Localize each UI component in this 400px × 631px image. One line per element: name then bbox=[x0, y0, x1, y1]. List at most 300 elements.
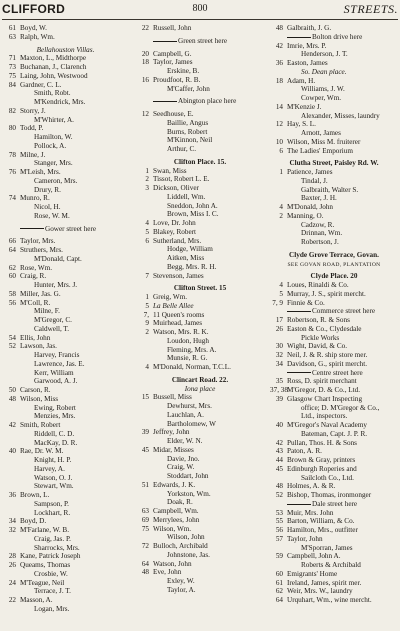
directory-line bbox=[136, 85, 264, 94]
directory-line bbox=[136, 228, 264, 237]
directory-column-2 bbox=[136, 24, 264, 629]
directory-line bbox=[136, 58, 264, 67]
directory-line bbox=[270, 430, 398, 439]
resident-name: Milne, J. bbox=[20, 150, 46, 159]
house-number: 60 bbox=[275, 569, 283, 578]
resident-name: Pollock, A. bbox=[34, 141, 67, 150]
street-heading-line bbox=[136, 158, 264, 167]
directory-line bbox=[270, 307, 398, 316]
resident-name: M'Gregor, D. & Co., Ltd. bbox=[287, 386, 361, 394]
resident-name: M'Whirter, A. bbox=[34, 115, 74, 124]
resident-name: Hodge, William bbox=[167, 245, 213, 254]
resident-name: Wilson, Wm. bbox=[153, 524, 192, 533]
directory-line bbox=[270, 386, 398, 395]
resident-name: Munsie, R. G. bbox=[167, 354, 208, 363]
directory-line bbox=[136, 210, 264, 219]
cross-street-name: Abington place here bbox=[178, 97, 237, 106]
resident-name: Easton & Co., Clydesdale bbox=[287, 324, 362, 333]
house-number: 73 bbox=[8, 63, 16, 71]
directory-line bbox=[136, 481, 264, 490]
directory-line bbox=[3, 54, 128, 63]
directory-line bbox=[270, 439, 398, 448]
dash-rule bbox=[153, 101, 177, 102]
resident-name: Watson, Mrs. R. K. bbox=[153, 328, 209, 336]
resident-name: Holmes, A. & R. bbox=[287, 482, 336, 491]
house-number: 64 bbox=[141, 559, 149, 568]
directory-line bbox=[270, 570, 398, 579]
resident-name: Loues, Rinaldi & Co. bbox=[287, 281, 349, 289]
house-number: 7, 9 bbox=[272, 298, 283, 307]
house-number: 56 bbox=[8, 298, 16, 307]
resident-name: Exley, W. bbox=[167, 577, 195, 585]
resident-name: Robertson, R. & Sons bbox=[287, 316, 350, 324]
house-number: 61 bbox=[275, 578, 283, 587]
directory-line bbox=[3, 369, 128, 378]
directory-line bbox=[3, 225, 128, 234]
resident-name: Wight, David, & Co. bbox=[287, 342, 348, 351]
resident-name: Lawson, Jas. bbox=[20, 342, 57, 351]
house-number: 9 bbox=[145, 319, 149, 328]
house-number: 2 bbox=[145, 328, 149, 336]
house-number: 32 bbox=[8, 526, 16, 534]
resident-name: M'Teague, Neil bbox=[20, 578, 65, 587]
directory-line bbox=[270, 147, 398, 156]
resident-name: Terrace, J. T. bbox=[34, 587, 71, 596]
directory-line bbox=[3, 552, 128, 561]
street-heading-line bbox=[270, 159, 398, 168]
house-number: 42 bbox=[275, 438, 283, 447]
resident-name: Sampson, P. bbox=[34, 499, 69, 508]
resident-name: Johnstone, Jas. bbox=[167, 550, 210, 559]
resident-name: Roberts & Archibald bbox=[301, 561, 361, 569]
resident-name: Laing, John, Westwood bbox=[20, 71, 88, 80]
resident-name: M'Leish, Mrs. bbox=[20, 168, 61, 176]
directory-line bbox=[136, 202, 264, 211]
directory-line bbox=[136, 193, 264, 202]
resident-name: Doak, R. bbox=[167, 498, 193, 507]
directory-line bbox=[136, 319, 264, 328]
house-number: 56 bbox=[275, 526, 283, 534]
directory-line bbox=[136, 24, 264, 33]
directory-line bbox=[270, 491, 398, 500]
resident-name: Manning, O. bbox=[287, 211, 324, 220]
resident-name: Neil, J. & R. ship store mer. bbox=[287, 351, 368, 359]
resident-name: Campbell, G. bbox=[153, 49, 192, 58]
street-heading: Clifton Street. 15 bbox=[173, 284, 227, 293]
house-number: 74 bbox=[8, 194, 16, 203]
directory-line bbox=[3, 72, 128, 81]
house-number: 43 bbox=[275, 447, 283, 456]
directory-line bbox=[270, 299, 398, 308]
directory-line bbox=[3, 237, 128, 246]
directory-line bbox=[3, 246, 128, 255]
house-number: 7, bbox=[143, 310, 149, 319]
resident-name: Bishop, Thomas, ironmonger bbox=[287, 491, 372, 499]
resident-name: Taylor, A. bbox=[167, 585, 196, 594]
house-number: 52 bbox=[8, 342, 16, 351]
resident-name: Murray, J. S., spirit mercht. bbox=[287, 289, 366, 298]
directory-line bbox=[270, 526, 398, 535]
dash-rule bbox=[153, 41, 177, 42]
directory-line bbox=[3, 98, 128, 107]
resident-name: Smith, Robt. bbox=[34, 89, 71, 98]
resident-name: Galbraith, J. G. bbox=[287, 24, 332, 32]
house-number: 22 bbox=[8, 596, 16, 604]
resident-name: Jeffrey, John bbox=[153, 428, 190, 437]
resident-name: Rose, Wm. bbox=[20, 263, 53, 272]
cross-street-marker bbox=[20, 225, 96, 234]
directory-line bbox=[136, 136, 264, 145]
resident-name: Menzies, Mrs. bbox=[34, 412, 76, 421]
directory-line bbox=[136, 463, 264, 472]
resident-name: Queams, Thomas bbox=[20, 561, 71, 569]
directory-line bbox=[270, 500, 398, 509]
resident-name: Kerr, William bbox=[34, 368, 74, 377]
house-number: 62 bbox=[275, 587, 283, 596]
resident-name: Taylor, James bbox=[153, 58, 193, 67]
resident-name: MacKay, D. R. bbox=[34, 438, 78, 447]
house-number: 39 bbox=[141, 428, 149, 437]
directory-line bbox=[270, 50, 398, 59]
resident-name: Emigrants' Home bbox=[287, 569, 338, 578]
house-number: 40 bbox=[8, 447, 16, 456]
directory-line bbox=[270, 68, 398, 77]
house-number: 61 bbox=[8, 24, 16, 32]
directory-line bbox=[3, 342, 128, 351]
place-subheading: So. Dean place. bbox=[301, 67, 347, 76]
resident-name: Rose, W. M. bbox=[34, 211, 70, 220]
directory-line bbox=[3, 168, 128, 177]
resident-name: Riddell, C. D. bbox=[34, 429, 75, 438]
house-number: 26 bbox=[8, 561, 16, 569]
resident-name: Stanger, Mrs. bbox=[34, 159, 73, 168]
directory-line bbox=[270, 360, 398, 369]
directory-line bbox=[136, 50, 264, 59]
resident-name: Loudon, Hugh bbox=[167, 336, 209, 345]
directory-line bbox=[136, 272, 264, 281]
directory-line bbox=[136, 67, 264, 76]
resident-name: Watson, O. J. bbox=[34, 473, 73, 482]
directory-line bbox=[136, 560, 264, 569]
house-number: 72 bbox=[141, 542, 149, 550]
resident-name: Burns, Robert bbox=[167, 127, 208, 136]
resident-name: Cadzow, R. bbox=[301, 220, 335, 229]
page-number: 800 bbox=[192, 3, 208, 14]
directory-line bbox=[3, 386, 128, 395]
resident-name: Davidson, G., spirit mercht. bbox=[287, 359, 368, 368]
directory-line bbox=[3, 456, 128, 465]
resident-name: Brown, Miss I. C. bbox=[167, 210, 219, 219]
resident-name: Elder, W. N. bbox=[167, 437, 203, 445]
house-number: 44 bbox=[275, 456, 283, 464]
directory-line bbox=[136, 542, 264, 551]
house-number: 4 bbox=[145, 363, 149, 371]
house-number: 16 bbox=[141, 75, 149, 84]
dash-rule bbox=[287, 372, 311, 373]
directory-line bbox=[136, 393, 264, 402]
resident-name: Pickle Works bbox=[301, 333, 340, 342]
directory-line bbox=[136, 302, 264, 311]
resident-name: Ellis, John bbox=[20, 333, 51, 342]
directory-line bbox=[270, 517, 398, 526]
directory-line bbox=[3, 377, 128, 386]
page-header bbox=[2, 2, 398, 20]
directory-line bbox=[3, 159, 128, 168]
directory-line bbox=[3, 177, 128, 186]
street-heading-line bbox=[270, 272, 398, 281]
resident-name: Baxter, J. H. bbox=[301, 194, 337, 203]
resident-name: Easton, James bbox=[287, 59, 328, 67]
directory-line bbox=[270, 203, 398, 212]
directory-line bbox=[270, 456, 398, 465]
resident-name: Seedhouse, E. bbox=[153, 110, 194, 118]
cross-street-marker bbox=[287, 33, 362, 42]
directory-line bbox=[270, 129, 398, 138]
house-number: 12 bbox=[275, 120, 283, 129]
directory-line bbox=[270, 33, 398, 42]
resident-name: Craig, W. bbox=[167, 463, 195, 472]
resident-name: Miller, Jas. G. bbox=[20, 289, 61, 298]
street-heading-line bbox=[3, 46, 128, 55]
resident-name: Masson, A. bbox=[20, 596, 53, 604]
directory-line bbox=[136, 525, 264, 534]
house-number: 57 bbox=[275, 534, 283, 543]
dash-rule bbox=[287, 504, 311, 505]
house-number: 39 bbox=[275, 394, 283, 403]
house-number: 48 bbox=[8, 394, 16, 403]
resident-name: Stewart, Wm. bbox=[34, 482, 74, 491]
house-number: 30 bbox=[275, 342, 283, 351]
directory-line bbox=[136, 363, 264, 372]
dash-rule bbox=[287, 37, 311, 38]
house-number: 42 bbox=[8, 421, 16, 429]
resident-name: Love, Dr. John bbox=[153, 219, 196, 227]
street-heading-line bbox=[270, 251, 398, 260]
resident-name: M'Farlane, W. B. bbox=[20, 526, 70, 534]
resident-name: Brown & Gray, printers bbox=[287, 456, 356, 464]
resident-name: La Belle Allee bbox=[153, 301, 194, 310]
street-heading: Clincart Road. 22. bbox=[171, 375, 229, 384]
directory-line bbox=[3, 24, 128, 33]
resident-name: Nicol, H. bbox=[34, 203, 61, 211]
house-number: 26 bbox=[275, 324, 283, 333]
resident-name: Sharrocks, Mrs. bbox=[34, 543, 80, 552]
directory-line bbox=[270, 229, 398, 238]
directory-line bbox=[270, 177, 398, 186]
directory-line bbox=[270, 281, 398, 290]
house-number: 4 bbox=[145, 219, 149, 227]
directory-line bbox=[3, 281, 128, 290]
resident-name: Liddell, Wm. bbox=[167, 192, 206, 201]
house-number: 4 bbox=[279, 203, 283, 211]
directory-line bbox=[3, 526, 128, 535]
resident-name: Knight, H. P. bbox=[34, 456, 72, 464]
street-heading: Clyde Place. 20 bbox=[310, 272, 358, 281]
house-number: 2 bbox=[279, 211, 283, 220]
directory-line bbox=[3, 325, 128, 334]
house-number: 24 bbox=[8, 578, 16, 587]
resident-name: Finnie & Co. bbox=[287, 298, 325, 307]
resident-name: office; D. M'Gregor & Co., bbox=[301, 403, 380, 412]
directory-line bbox=[3, 194, 128, 203]
resident-name: Williams, J. W. bbox=[301, 85, 345, 94]
house-number: 59 bbox=[275, 552, 283, 561]
resident-name: Greig, Wm. bbox=[153, 293, 188, 301]
directory-line bbox=[136, 490, 264, 499]
directory-column-3 bbox=[270, 24, 398, 629]
directory-line bbox=[136, 167, 264, 176]
directory-column-1 bbox=[3, 24, 128, 629]
resident-name: Erskine, B. bbox=[167, 67, 200, 75]
directory-line bbox=[136, 175, 264, 184]
directory-line bbox=[270, 138, 398, 147]
directory-line bbox=[3, 334, 128, 343]
resident-name: Taylor, Mrs. bbox=[20, 237, 56, 246]
resident-name: Munro, R. bbox=[20, 194, 50, 203]
resident-name: Caldwell, T. bbox=[34, 324, 70, 333]
house-number: 5 bbox=[279, 289, 283, 298]
directory-line bbox=[136, 420, 264, 429]
resident-name: Campbell, John A. bbox=[287, 552, 341, 561]
directory-line bbox=[270, 587, 398, 596]
directory-line bbox=[3, 509, 128, 518]
directory-line bbox=[3, 316, 128, 325]
house-number: 55 bbox=[275, 517, 283, 526]
resident-name: Arthur, C. bbox=[167, 145, 197, 153]
directory-line bbox=[3, 272, 128, 281]
resident-name: M'Gregor, C. bbox=[34, 316, 72, 324]
resident-name: Brown, L. bbox=[20, 491, 50, 499]
directory-line bbox=[136, 245, 264, 254]
directory-line bbox=[3, 465, 128, 474]
directory-line bbox=[270, 103, 398, 112]
resident-name: Harvey, Francis bbox=[34, 351, 80, 359]
resident-name: Taylor, John bbox=[287, 534, 323, 543]
resident-name: Russell, John bbox=[153, 24, 192, 32]
resident-name: Ltd., inspectors. bbox=[301, 412, 348, 421]
street-heading: Clifton Place. 15. bbox=[173, 157, 227, 166]
resident-name: Galbraith, Walter S. bbox=[301, 185, 359, 194]
resident-name: Blakey, Robert bbox=[153, 227, 197, 236]
directory-line bbox=[136, 498, 264, 507]
house-number: 14 bbox=[275, 102, 283, 111]
resident-name: M'Gregor's Naval Academy bbox=[287, 421, 368, 429]
resident-name: Tindal, J. bbox=[301, 176, 328, 185]
directory-line bbox=[3, 212, 128, 221]
header-section-title: STREETS. bbox=[343, 2, 398, 16]
directory-line bbox=[270, 395, 398, 404]
directory-line bbox=[270, 404, 398, 413]
resident-name: M'Kendrick, Mrs. bbox=[34, 98, 86, 106]
resident-name: Bateman, Capt. J. P. R. bbox=[301, 429, 368, 438]
cross-street-marker bbox=[287, 500, 357, 509]
resident-name: Swan, Miss bbox=[153, 166, 187, 175]
resident-name: Eve, John bbox=[153, 568, 182, 577]
directory-line bbox=[136, 37, 264, 46]
resident-name: Buchanan, J., Clarench bbox=[20, 63, 87, 71]
directory-line bbox=[270, 544, 398, 553]
resident-name: Adam, H. bbox=[287, 76, 316, 85]
street-heading-line bbox=[136, 376, 264, 385]
directory-line bbox=[136, 293, 264, 302]
resident-name: Baillie, Angus bbox=[167, 118, 209, 127]
resident-name: Smith, Robert bbox=[20, 421, 61, 429]
resident-name: Gardner, C. L. bbox=[20, 80, 62, 89]
house-number: 66 bbox=[8, 237, 16, 246]
resident-name: Rae, Dr. W. M. bbox=[20, 447, 64, 456]
resident-name: M'Donald, Norman, T.C.L. bbox=[153, 363, 231, 371]
resident-name: Edinburgh Roperies and bbox=[287, 464, 357, 473]
directory-line bbox=[270, 412, 398, 421]
resident-name: Lawrence, Jas. E. bbox=[34, 359, 85, 368]
directory-line bbox=[136, 586, 264, 595]
resident-name: Sutherland, Mrs. bbox=[153, 236, 202, 245]
directory-line bbox=[270, 168, 398, 177]
house-number: 3 bbox=[145, 184, 149, 192]
resident-name: M'Donald, Capt. bbox=[34, 254, 82, 263]
house-number: 48 bbox=[275, 24, 283, 32]
resident-name: Edwards, J. K. bbox=[153, 480, 196, 489]
resident-name: Crosbie, W. bbox=[34, 569, 68, 578]
directory-line bbox=[3, 430, 128, 439]
directory-line bbox=[3, 307, 128, 316]
directory-line bbox=[3, 570, 128, 579]
house-number: 78 bbox=[8, 150, 16, 159]
resident-name: Barton, William, & Co. bbox=[287, 517, 355, 526]
resident-name: Stoddart, John bbox=[167, 472, 209, 480]
resident-name: Wilson, Miss M. fruiterer bbox=[287, 137, 361, 146]
directory-line bbox=[136, 97, 264, 106]
resident-name: Lauchlan, A. bbox=[167, 410, 204, 419]
resident-name: Hunter, Mrs. J. bbox=[34, 281, 78, 289]
house-number: 1 bbox=[279, 168, 283, 176]
directory-line bbox=[3, 587, 128, 596]
house-number: 58 bbox=[8, 289, 16, 298]
house-number: 69 bbox=[141, 515, 149, 524]
resident-name: Drury, R. bbox=[34, 185, 61, 194]
directory-line bbox=[136, 551, 264, 560]
house-number: 40 bbox=[275, 421, 283, 429]
resident-name: Muir, Mrs. John bbox=[287, 508, 334, 517]
directory-line bbox=[270, 535, 398, 544]
house-number: 34 bbox=[8, 517, 16, 526]
directory-line bbox=[136, 337, 264, 346]
resident-name: Merrylees, John bbox=[153, 515, 200, 524]
resident-name: Sailcloth Co., Ltd. bbox=[301, 473, 354, 482]
dash-rule bbox=[20, 228, 44, 229]
directory-line bbox=[270, 465, 398, 474]
resident-name: Watson, John bbox=[153, 559, 192, 568]
directory-line bbox=[136, 110, 264, 119]
directory-line bbox=[3, 351, 128, 360]
house-number: 32 bbox=[275, 351, 283, 359]
directory-line bbox=[270, 85, 398, 94]
house-number: 51 bbox=[141, 480, 149, 489]
directory-line bbox=[270, 561, 398, 570]
directory-line bbox=[136, 446, 264, 455]
directory-line bbox=[270, 221, 398, 230]
directory-line bbox=[136, 254, 264, 263]
directory-line bbox=[136, 411, 264, 420]
street-subheading: SEE GOVAN ROAD, PLANTATION bbox=[287, 261, 381, 268]
resident-name: Boyd, W. bbox=[20, 24, 47, 32]
directory-line bbox=[136, 437, 264, 446]
resident-name: Ralph, Wm. bbox=[20, 32, 55, 41]
house-number: 34 bbox=[275, 359, 283, 368]
directory-line bbox=[136, 119, 264, 128]
directory-line bbox=[270, 509, 398, 518]
directory-line bbox=[270, 579, 398, 588]
